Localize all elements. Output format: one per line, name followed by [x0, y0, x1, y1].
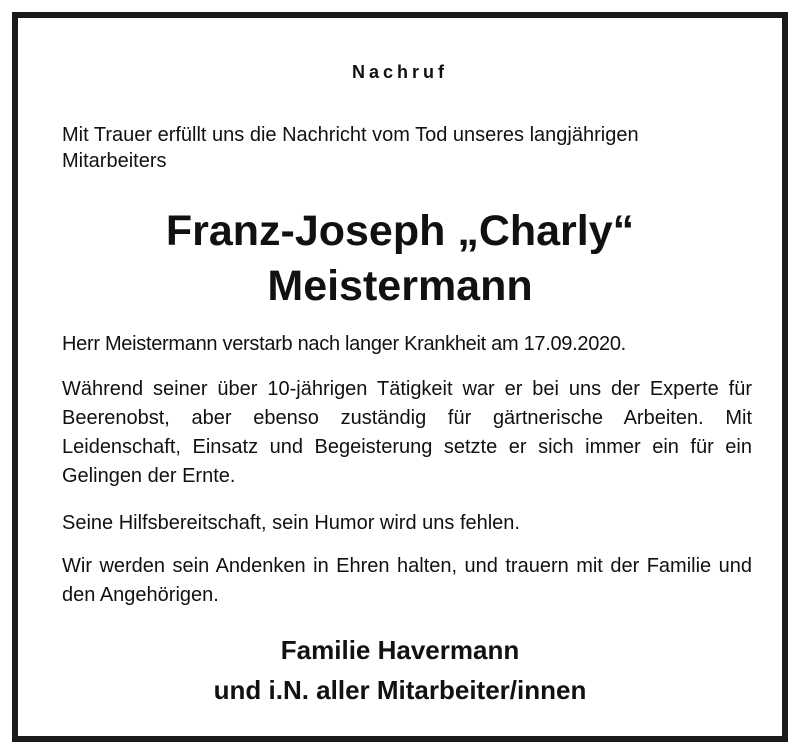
career-paragraph: Während seiner über 10-jährigen Tätigkeit war er bei uns der Experte für Beerenobst, aber ebenso zuständig für gärtnerische Arbeiten. Mit Leidenschaft, Einsatz und Begeisterung setzte er sich immer ein für ein Gelingen der Ernte.	[62, 378, 752, 487]
intro-line-1: Mit Trauer erfüllt uns die Nachricht vom Tod unseres langjährigen	[62, 124, 639, 146]
notice-heading: Nachruf	[351, 62, 448, 82]
intro-text	[62, 122, 752, 174]
remembrance-paragraph: Wir werden sein Andenken in Ehren halten, und trauern mit der Familie und den Angehörigen.	[62, 555, 752, 606]
character-paragraph: Seine Hilfsbereitschaft, sein Humor wird uns fehlen.	[62, 512, 520, 534]
death-date-paragraph: Herr Meistermann verstarb nach langer Krankheit am 17.09.2020.	[62, 333, 626, 355]
signature-line-2: und i.N. aller Mitarbeiter/innen	[213, 675, 587, 705]
obituary-notice	[12, 12, 788, 742]
deceased-name	[18, 204, 782, 314]
signature	[18, 630, 782, 710]
signature-line-1: Familie Havermann	[280, 635, 520, 665]
intro-line-2: Mitarbeiters	[62, 150, 167, 172]
name-line-2: Meistermann	[267, 262, 533, 310]
name-line-1: Franz-Joseph „Charly“	[165, 207, 635, 255]
